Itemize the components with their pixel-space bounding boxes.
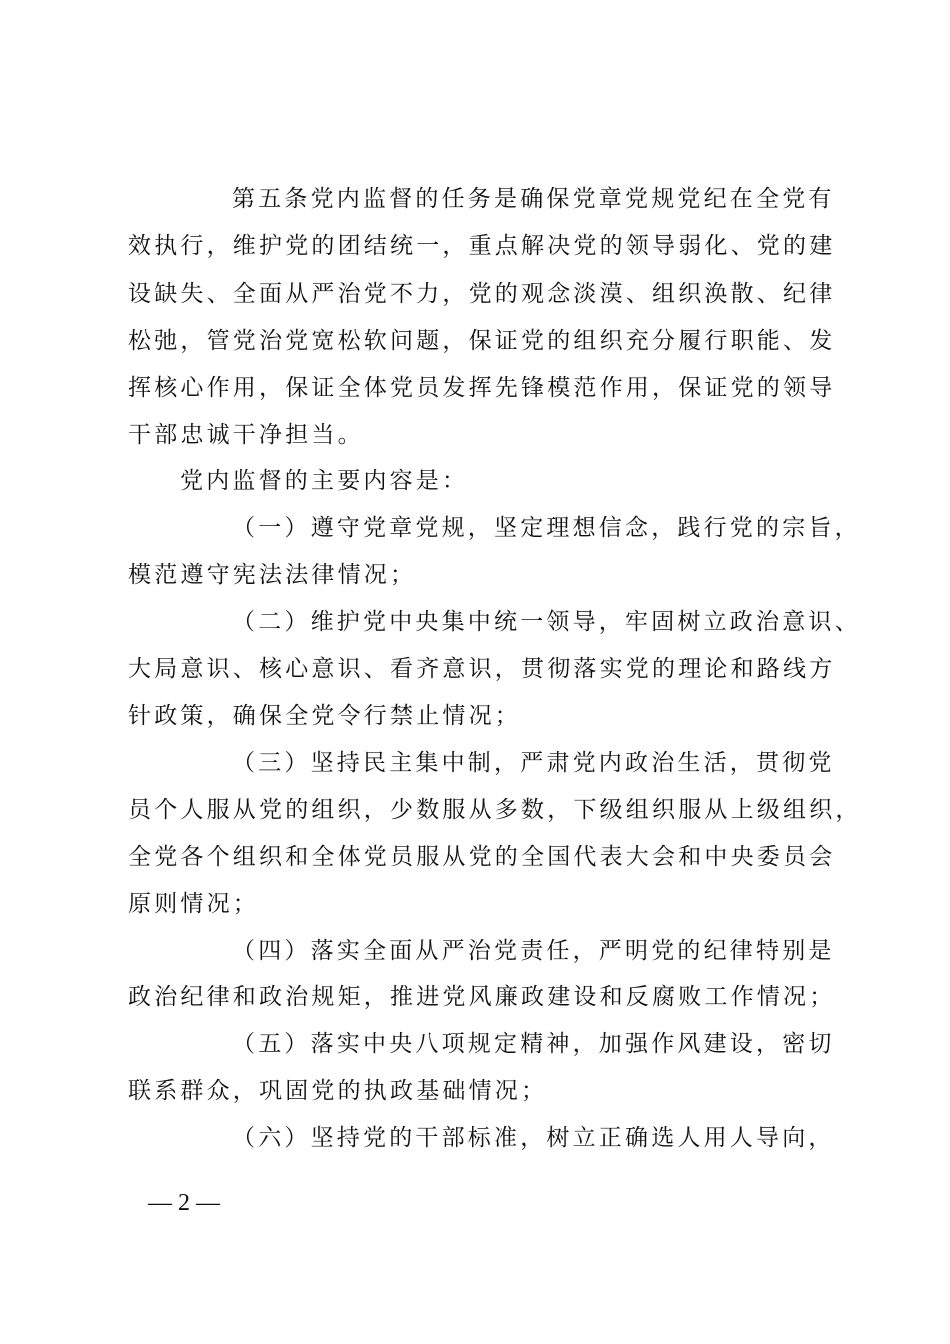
text-line: （二）维护党中央集中统一领导，牢固树立政治意识、 — [232, 609, 861, 635]
text-line: 联系群众，巩固党的执政基础情况； — [128, 1078, 548, 1104]
text-line: （五）落实中央八项规定精神，加强作风建设，密切 — [232, 1031, 835, 1057]
text-line: 政治纪律和政治规矩，推进党风廉政建设和反腐败工作情况； — [128, 984, 836, 1010]
text-line: 第五条党内监督的任务是确保党章党规党纪在全党有 — [232, 186, 835, 212]
text-line: （四）落实全面从严治党责任，严明党的纪律特别是 — [232, 938, 835, 964]
text-line: 原则情况； — [128, 891, 259, 917]
page-number: — 2 — — [148, 1190, 220, 1216]
text-line: 松弛，管党治党宽松软问题，保证党的组织充分履行职能、发 — [128, 328, 836, 354]
text-line: 挥核心作用，保证全体党员发挥先锋模范作用，保证党的领导 — [128, 375, 836, 401]
text-line: （六）坚持党的干部标准，树立正确选人用人导向， — [232, 1125, 835, 1151]
text-line: 全党各个组织和全体党员服从党的全国代表大会和中央委员会 — [128, 844, 836, 870]
text-line: 设缺失、全面从严治党不力，党的观念淡漠、组织涣散、纪律 — [128, 281, 836, 307]
text-line: 效执行，维护党的团结统一，重点解决党的领导弱化、党的建 — [128, 233, 836, 259]
text-line: （三）坚持民主集中制，严肃党内政治生活，贯彻党 — [232, 750, 835, 776]
text-line: 针政策，确保全党令行禁止情况； — [128, 703, 521, 729]
text-line: 模范遵守宪法法律情况； — [128, 562, 417, 588]
text-line: 干部忠诚干净担当。 — [128, 422, 364, 448]
text-line: 大局意识、核心意识、看齐意识，贯彻落实党的理论和路线方 — [128, 656, 836, 682]
text-line: 员个人服从党的组织，少数服从多数，下级组织服从上级组织， — [128, 797, 862, 823]
text-line: 党内监督的主要内容是： — [180, 468, 469, 494]
text-line: （一）遵守党章党规，坚定理想信念，践行党的宗旨， — [232, 515, 861, 541]
